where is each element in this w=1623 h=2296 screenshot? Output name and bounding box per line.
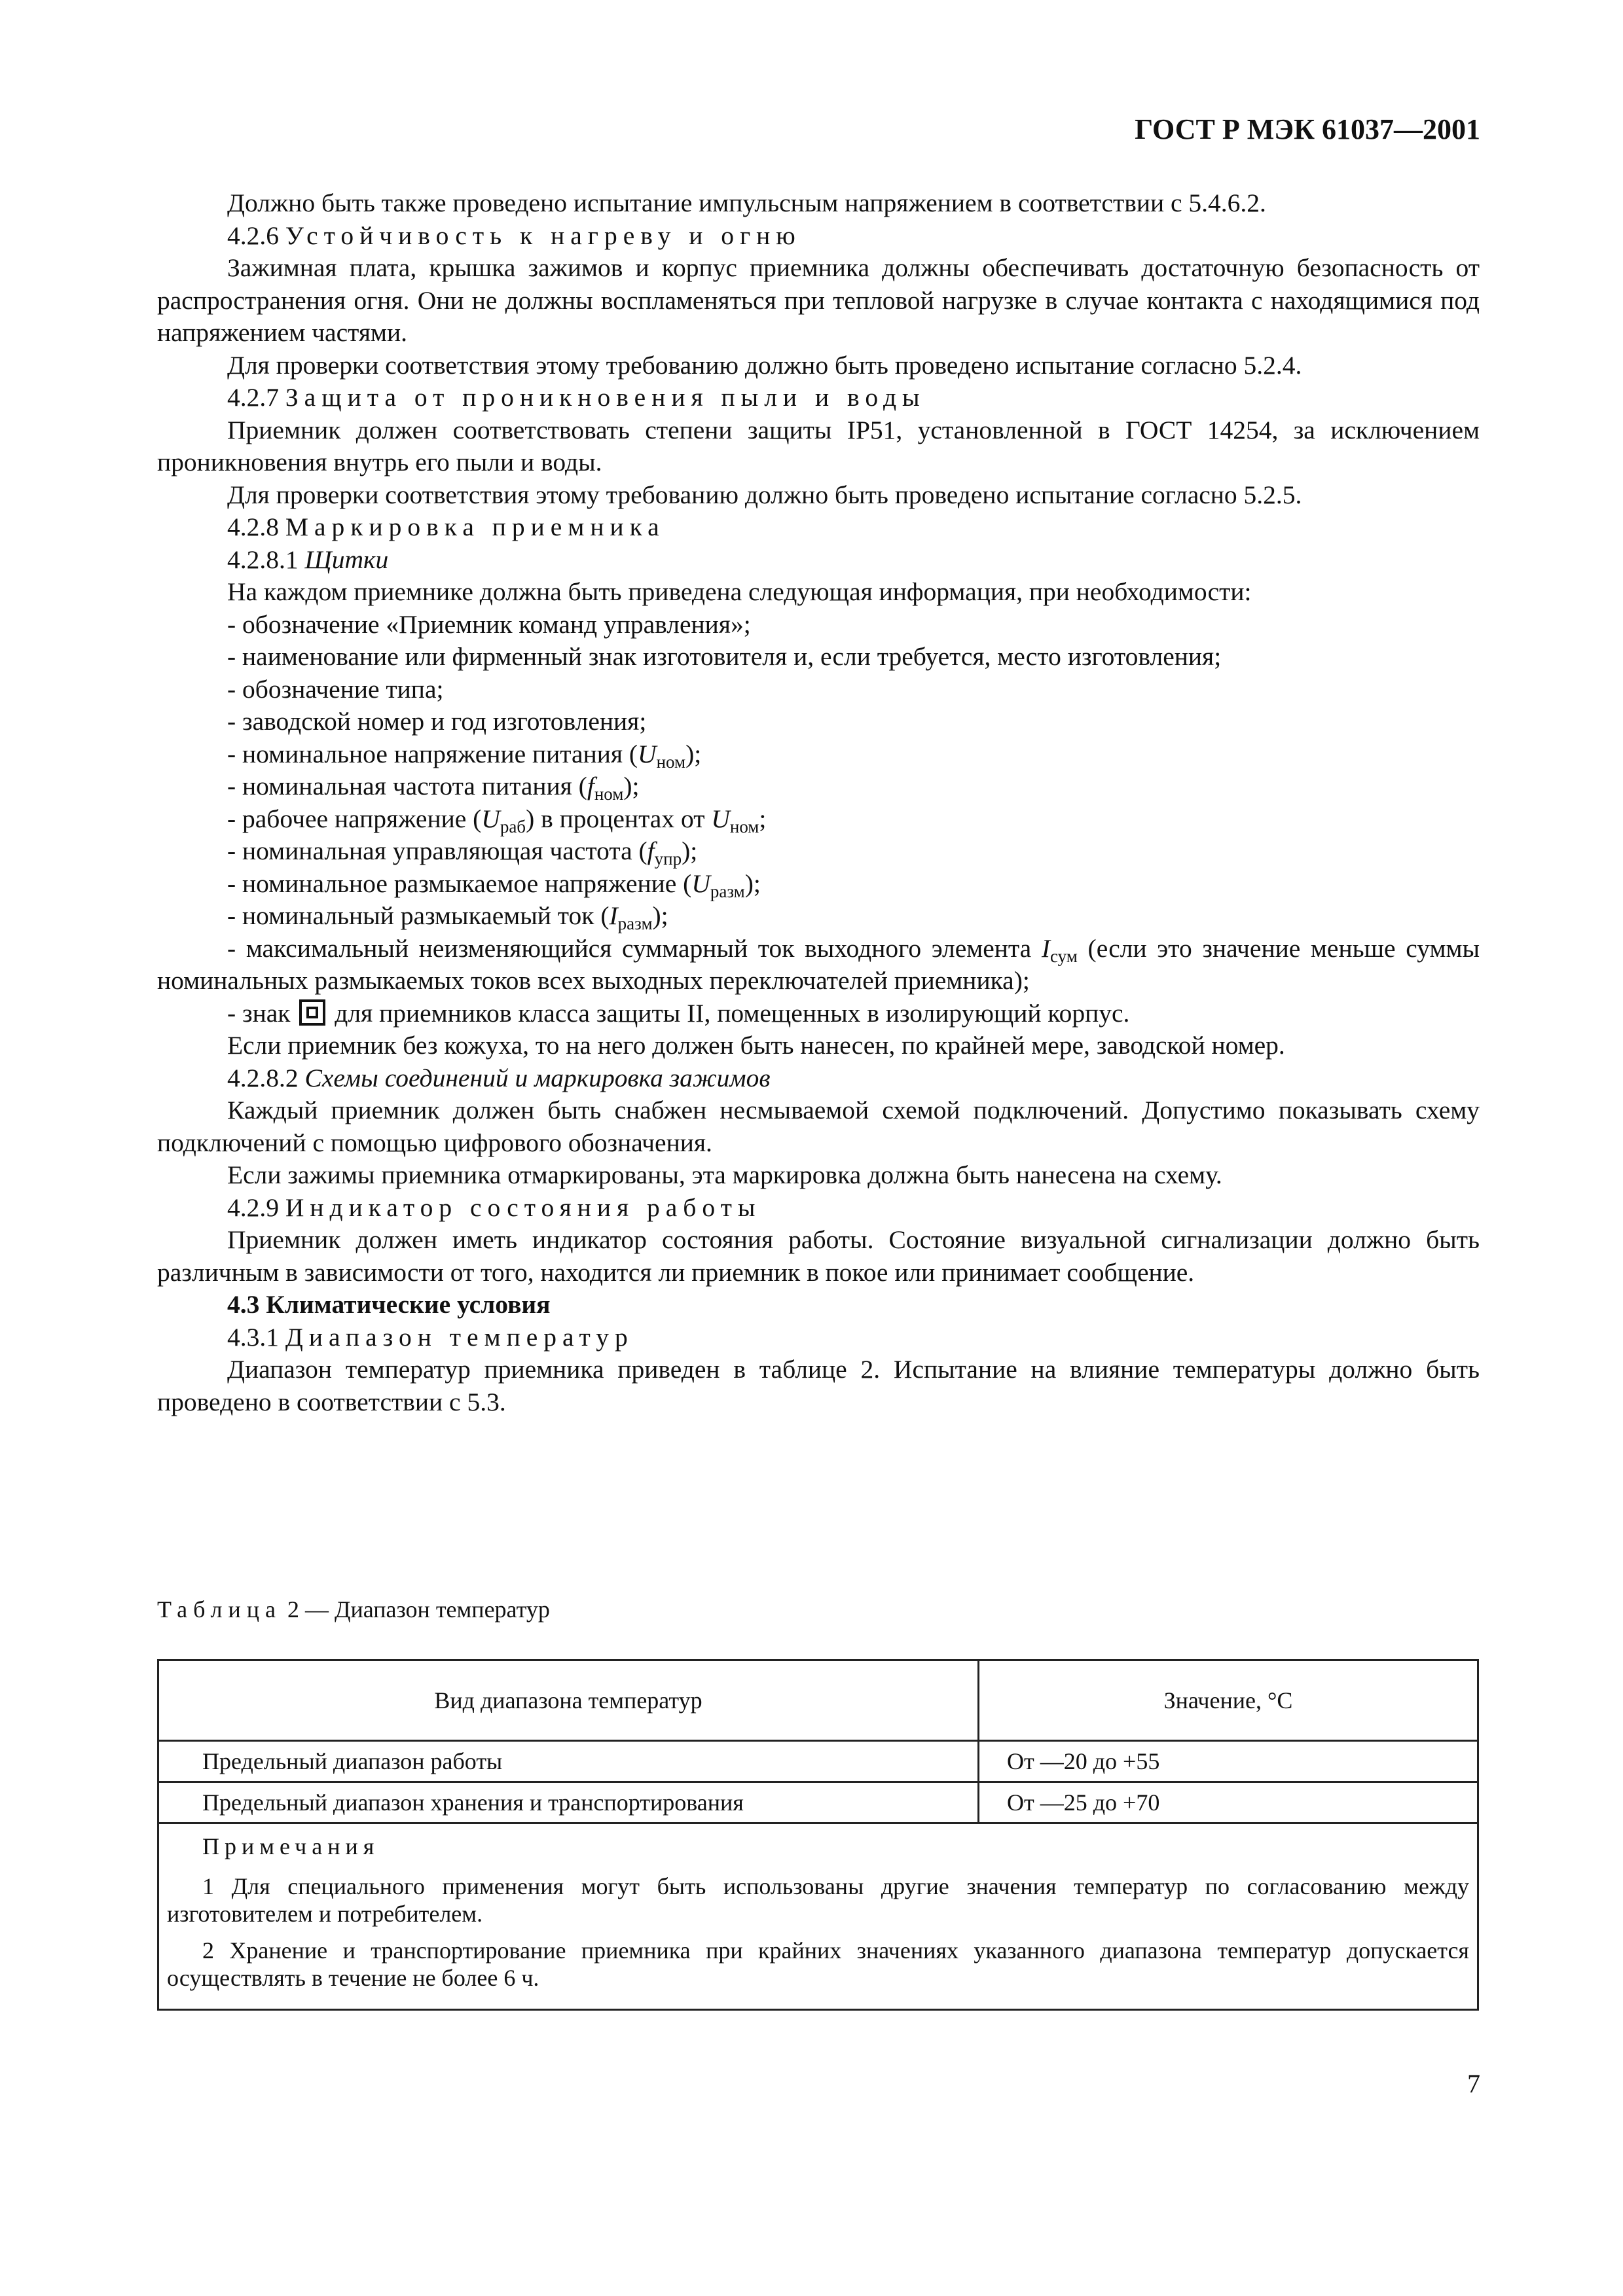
section-title: Диапазон температур [285, 1322, 634, 1352]
section-title: Щитки [304, 545, 389, 574]
paragraph: Приемник должен соответствовать степени защиты IP51, установленной в ГОСТ 14254, за исключением проникновения внутрь его пыли и воды. [157, 415, 1480, 476]
table-cell: От —20 до +55 [979, 1741, 1478, 1782]
section-title: Индикатор состояния работы [285, 1193, 761, 1222]
list-item: - обозначение «Приемник команд управления»; [227, 609, 751, 639]
section-title: Маркировка приемника [285, 512, 665, 541]
table-cell: От —25 до +70 [979, 1782, 1478, 1823]
paragraph: Диапазон температур приемника приведен в таблице 2. Испытание на влияние температуры должно быть проведено в соответствии с 5.3. [157, 1355, 1480, 1416]
list-item: - обозначение типа; [227, 674, 444, 704]
list-item: - номинальная управляющая частота $(f_{упр})$; [227, 836, 698, 869]
section-heading-4-3-1: 4.3.1 Диапазон температур [227, 1322, 634, 1352]
page-content [157, 187, 1480, 1418]
section-heading-4-2-6: 4.2.6 Устойчивость к нагреву и огню [227, 221, 801, 250]
list-item: - наименование или фирменный знак изготовителя и, если требуется, место изготовления; [227, 642, 1222, 671]
paragraph: Для проверки соответствия этому требованию должно быть проведено испытание согласно 5.2.4. [227, 350, 1302, 380]
section-heading-4-2-7: 4.2.7 Защита от проникновения пыли и воды [227, 383, 926, 412]
section-title: Схемы соединений и маркировка зажимов [304, 1063, 771, 1092]
table-cell: Предельный диапазон хранения и транспортирования [158, 1782, 979, 1823]
section-heading-4-2-8-1: 4.2.8.1 Щитки [227, 545, 389, 574]
table-notes [158, 1823, 1478, 2010]
paragraph: Если зажимы приемника отмаркированы, эта маркировка должна быть нанесена на схему. [227, 1160, 1222, 1189]
list-item: - номинальный размыкаемый ток $(I_{разм})$; [227, 901, 668, 933]
table-header-cell: Значение, °С [979, 1660, 1478, 1741]
paragraph: Зажимная плата, крышка зажимов и корпус приемника должны обеспечивать достаточную безопасность от распространения огня. Они не должны воспламеняться при тепловой нагрузке в случае контакта с находящимися под напряжением частями. [157, 253, 1480, 347]
paragraph: Для проверки соответствия этому требованию должно быть проведено испытание согласно 5.2.5. [227, 480, 1302, 509]
section-heading-4-3: 4.3 Климатические условия [227, 1290, 551, 1319]
list-item: - номинальное напряжение питания $(U_{ном})$; [227, 739, 702, 772]
notes-heading: Примечания [202, 1833, 380, 1859]
paragraph: Если приемник без кожуха, то на него должен быть нанесен, по крайней мере, заводской номер. [227, 1031, 1285, 1060]
table-caption: Таблица 2 — Диапазон температур [157, 1596, 550, 1623]
table-header-cell: Вид диапазона температур [158, 1660, 979, 1741]
section-heading-4-2-8: 4.2.8 Маркировка приемника [227, 512, 665, 541]
note: 1 Для специального применения могут быть использованы другие значения температур по согласованию между изготовителем и потребителем. [167, 1873, 1469, 1927]
protection-class-ii-icon [299, 999, 325, 1026]
temperature-range-table [157, 1659, 1479, 2011]
document-header: ГОСТ Р МЭК 61037—2001 [1135, 113, 1480, 145]
list-item: - номинальное размыкаемое напряжение $(U_{разм})$; [227, 869, 761, 901]
section-heading-4-2-8-2: 4.2.8.2 Схемы соединений и маркировка зажимов [227, 1063, 771, 1092]
table-row [158, 1741, 1478, 1782]
paragraph: Приемник должен иметь индикатор состояния работы. Состояние визуальной сигнализации должно быть различным в зависимости от того, находится ли приемник в покое или принимает сообщение. [157, 1225, 1480, 1287]
table-row [158, 1782, 1478, 1823]
section-title: Защита от проникновения пыли и воды [285, 383, 926, 412]
paragraph: Каждый приемник должен быть снабжен несмываемой схемой подключений. Допустимо показывать схему подключений с помощью цифрового обозначения. [157, 1096, 1480, 1157]
paragraph: Должно быть также проведено испытание импульсным напряжением в соответствии с 5.4.6.2. [227, 188, 1266, 217]
section-title: Устойчивость к нагреву и огню [285, 221, 801, 250]
list-item: - номинальная частота питания $(f_{ном})$; [227, 772, 640, 804]
note: 2 Хранение и транспортирование приемника при крайних значениях указанного диапазона температур допускается осуществлять в течение не более 6 ч. [167, 1937, 1469, 1991]
list-item: - рабочее напряжение $(U_{раб})$ в процентах от $U_{ном}$; [227, 804, 767, 836]
table-cell: Предельный диапазон работы [158, 1741, 979, 1782]
list-item: - знак для приемников класса защиты II, помещенных в изолирующий корпус. [227, 998, 1130, 1028]
list-item: - максимальный неизменяющийся суммарный ток выходного элемента $I_{сум}$ (если это значение меньше суммы номинальных размыкаемых токов всех выходных переключателей приемника); [157, 933, 1480, 995]
paragraph: На каждом приемнике должна быть приведена следующая информация, при необходимости: [227, 577, 1252, 606]
section-heading-4-2-9: 4.2.9 Индикатор состояния работы [227, 1193, 761, 1222]
list-item: - заводской номер и год изготовления; [227, 707, 647, 736]
page-number: 7 [1467, 2069, 1480, 2098]
